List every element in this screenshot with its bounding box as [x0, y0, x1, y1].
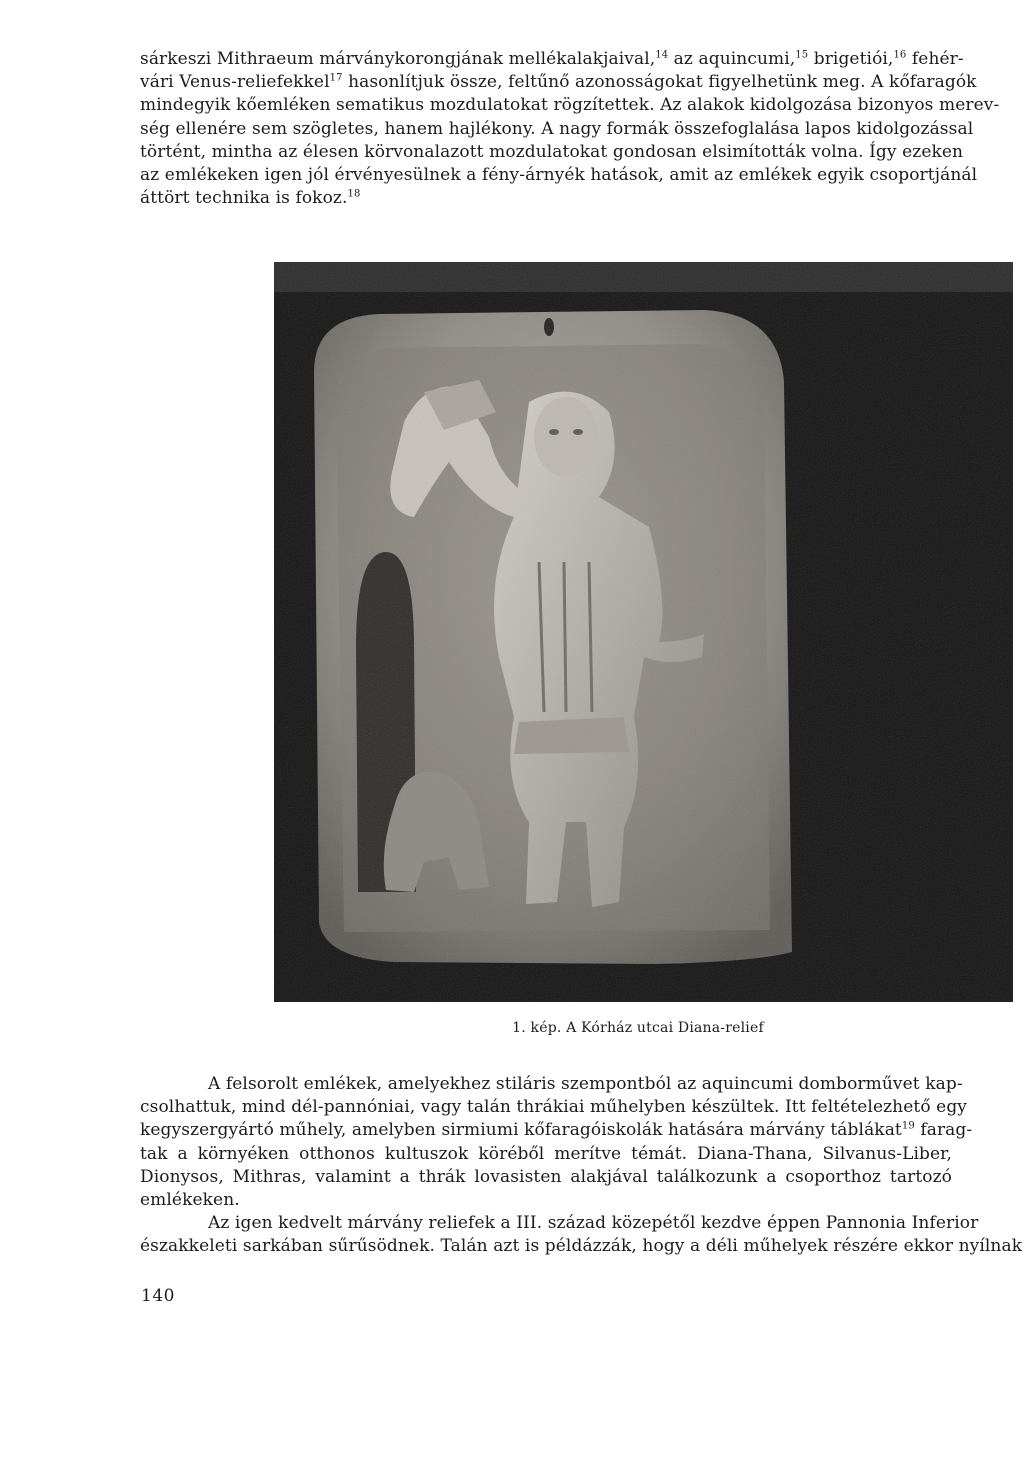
- relief-photograph: [274, 262, 1013, 1002]
- paragraph-1: [140, 48, 1000, 210]
- paragraph-2: [140, 1073, 973, 1212]
- paragraph-3: [140, 1212, 1023, 1258]
- text-line: történt, mintha az élesen körvonalazott mozdulatokat gondosan elsimították volna. Így ezeken: [140, 141, 964, 162]
- text-line: tak a környéken otthonos kultuszok köréből merítve témát. Diana-Thana, Silvanus-Liber,: [140, 1143, 952, 1164]
- text-line: áttört technika is fokoz.$^{18}$: [140, 188, 361, 209]
- text-line: emlékeken.: [140, 1190, 240, 1211]
- text-line: Dionysos, Mithras, valamint a thrák lovasisten alakjával találkozunk a csoporthoz tartozó: [140, 1166, 952, 1187]
- text-line: mindegyik kőemléken sematikus mozdulatokat rögzítettek. Az alakok kidolgozása bizonyos merev-: [140, 95, 1000, 116]
- text-line: az emlékeken igen jól érvényesülnek a fény-árnyék hatások, amit az emlékek egyik csoportjánál: [140, 165, 978, 186]
- text-line: ség ellenére sem szögletes, hanem hajlékony. A nagy formák összefoglalása lapos kidolgozással: [140, 118, 974, 139]
- text-line: vári Venus-reliefekkel$^{17}$ hasonlítjuk össze, feltűnő azonosságokat figyelhetünk meg. A kőfaragók: [140, 72, 977, 93]
- text-line: Az igen kedvelt márvány reliefek a III. század közepétől kezdve éppen Pannonia Inferior: [208, 1213, 979, 1234]
- relief-image: [274, 262, 1013, 1002]
- text-line: sárkeszi Mithraeum márványkorongjának mellékalakjaival,$^{14}$ az aquincumi,$^{15}$ brigetiói,$^{16}$ fehér-: [140, 49, 964, 69]
- page-number: 140: [141, 1286, 175, 1306]
- text-line: kegyszergyártó műhely, amelyben sirmiumi kőfaragóiskolák hatására márvány táblákat$^{19}$ farag-: [140, 1120, 973, 1141]
- text-line: csolhattuk, mind dél-pannóniai, vagy talán thrákiai műhelyben készültek. Itt feltételezhető egy: [140, 1097, 968, 1118]
- body-text-lower: [140, 1073, 1023, 1259]
- text-line: A felsorolt emlékek, amelyekhez stiláris szempontból az aquincumi domborművet kap-: [208, 1074, 963, 1094]
- text-line: északkeleti sarkában sűrűsödnek. Talán azt is példázzák, hogy a déli műhelyek részére ekkor nyílnak: [140, 1236, 1023, 1257]
- figure-caption: 1. kép. A Kórház utcai Diana-relief: [512, 1020, 764, 1036]
